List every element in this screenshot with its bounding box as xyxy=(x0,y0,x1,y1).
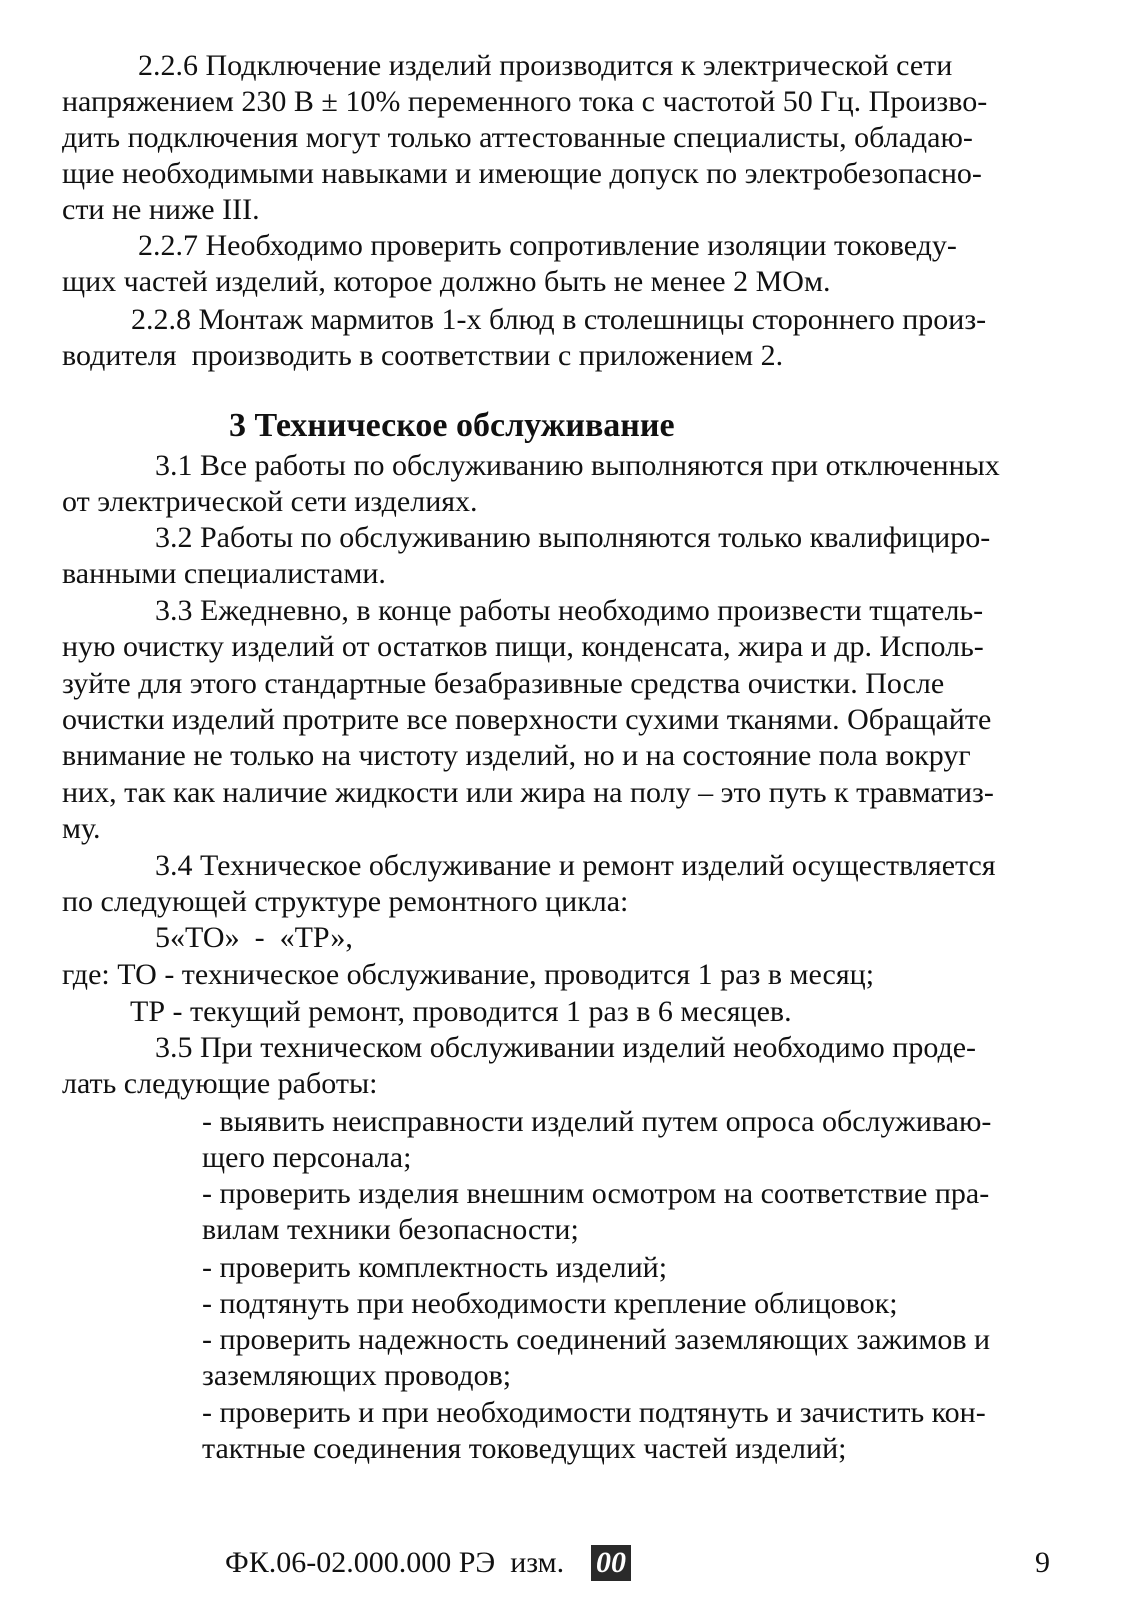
text-line: внимание не только на чистоту изделий, но и на состояние пола вокруг xyxy=(62,739,971,772)
text-line: дить подключения могут только аттестованные специалисты, обладаю- xyxy=(62,121,973,154)
list-item: - проверить изделия внешним осмотром на соответствие пра- xyxy=(202,1177,990,1210)
text-line-2-2-6-start: 2.2.6 Подключение изделий производится к электрической сети xyxy=(138,49,953,82)
text-line-3-3-start: 3.3 Ежедневно, в конце работы необходимо произвести тщатель- xyxy=(155,594,984,627)
text-line-3-4-start: 3.4 Техническое обслуживание и ремонт изделий осуществляется xyxy=(155,849,996,882)
text-line: где: ТО - техническое обслуживание, проводится 1 раз в месяц; xyxy=(62,958,875,991)
text-line: по следующей структуре ремонтного цикла: xyxy=(62,885,629,918)
list-item: - проверить надежность соединений заземляющих зажимов и xyxy=(202,1323,991,1356)
text-line: очистки изделий протрите все поверхности сухими тканями. Обращайте xyxy=(62,703,992,736)
list-item: - подтянуть при необходимости крепление облицовок; xyxy=(202,1287,898,1320)
page-number: 9 xyxy=(1035,1546,1050,1579)
text-line-3-1-start: 3.1 Все работы по обслуживанию выполняются при отключенных xyxy=(155,449,1000,482)
list-item-continuation: щего персонала; xyxy=(202,1141,412,1174)
text-line: ную очистку изделий от остатков пищи, конденсата, жира и др. Исполь- xyxy=(62,630,984,663)
text-line-2-2-7-start: 2.2.7 Необходимо проверить сопротивление изоляции токоведу- xyxy=(138,229,957,262)
text-line: му. xyxy=(62,812,101,845)
text-line: сти не ниже III. xyxy=(62,193,260,226)
text-line: от электрической сети изделиях. xyxy=(62,485,478,518)
repair-cycle-formula: 5«ТО» - «ТР», xyxy=(155,921,353,954)
text-line-3-2-start: 3.2 Работы по обслуживанию выполняются только квалифициро- xyxy=(155,521,991,554)
text-line: лать следующие работы: xyxy=(62,1067,378,1100)
text-line-2-2-8-start: 2.2.8 Монтаж мармитов 1-х блюд в столешницы стороннего произ- xyxy=(131,303,987,336)
text-line: них, так как наличие жидкости или жира на полу – это путь к травматиз- xyxy=(62,776,994,809)
list-item-continuation: вилам техники безопасности; xyxy=(202,1213,579,1246)
list-item: - выявить неисправности изделий путем опроса обслуживаю- xyxy=(202,1105,992,1138)
revision-badge: 00 xyxy=(591,1545,631,1581)
text-line: зуйте для этого стандартные безабразивные средства очистки. После xyxy=(62,667,945,700)
list-item: - проверить комплектность изделий; xyxy=(202,1251,668,1284)
section-heading: 3 Техническое обслуживание xyxy=(229,407,675,444)
list-item: - проверить и при необходимости подтянуть и зачистить кон- xyxy=(202,1396,986,1429)
text-line: щие необходимыми навыками и имеющие допуск по электробезопасно- xyxy=(62,157,982,190)
text-line: ТР - текущий ремонт, проводится 1 раз в 6 месяцев. xyxy=(130,995,792,1028)
list-item-continuation: заземляющих проводов; xyxy=(202,1359,512,1392)
text-line: щих частей изделий, которое должно быть не менее 2 МОм. xyxy=(62,265,831,298)
document-code: ФК.06-02.000.000 РЭ изм. xyxy=(225,1546,565,1579)
list-item-continuation: тактные соединения токоведущих частей изделий; xyxy=(202,1432,847,1465)
text-line: ванными специалистами. xyxy=(62,557,386,590)
text-line-3-5-start: 3.5 При техническом обслуживании изделий необходимо проде- xyxy=(155,1031,977,1064)
text-line: водителя производить в соответствии с приложением 2. xyxy=(62,339,784,372)
text-line: напряжением 230 В ± 10% переменного тока с частотой 50 Гц. Произво- xyxy=(62,85,988,118)
